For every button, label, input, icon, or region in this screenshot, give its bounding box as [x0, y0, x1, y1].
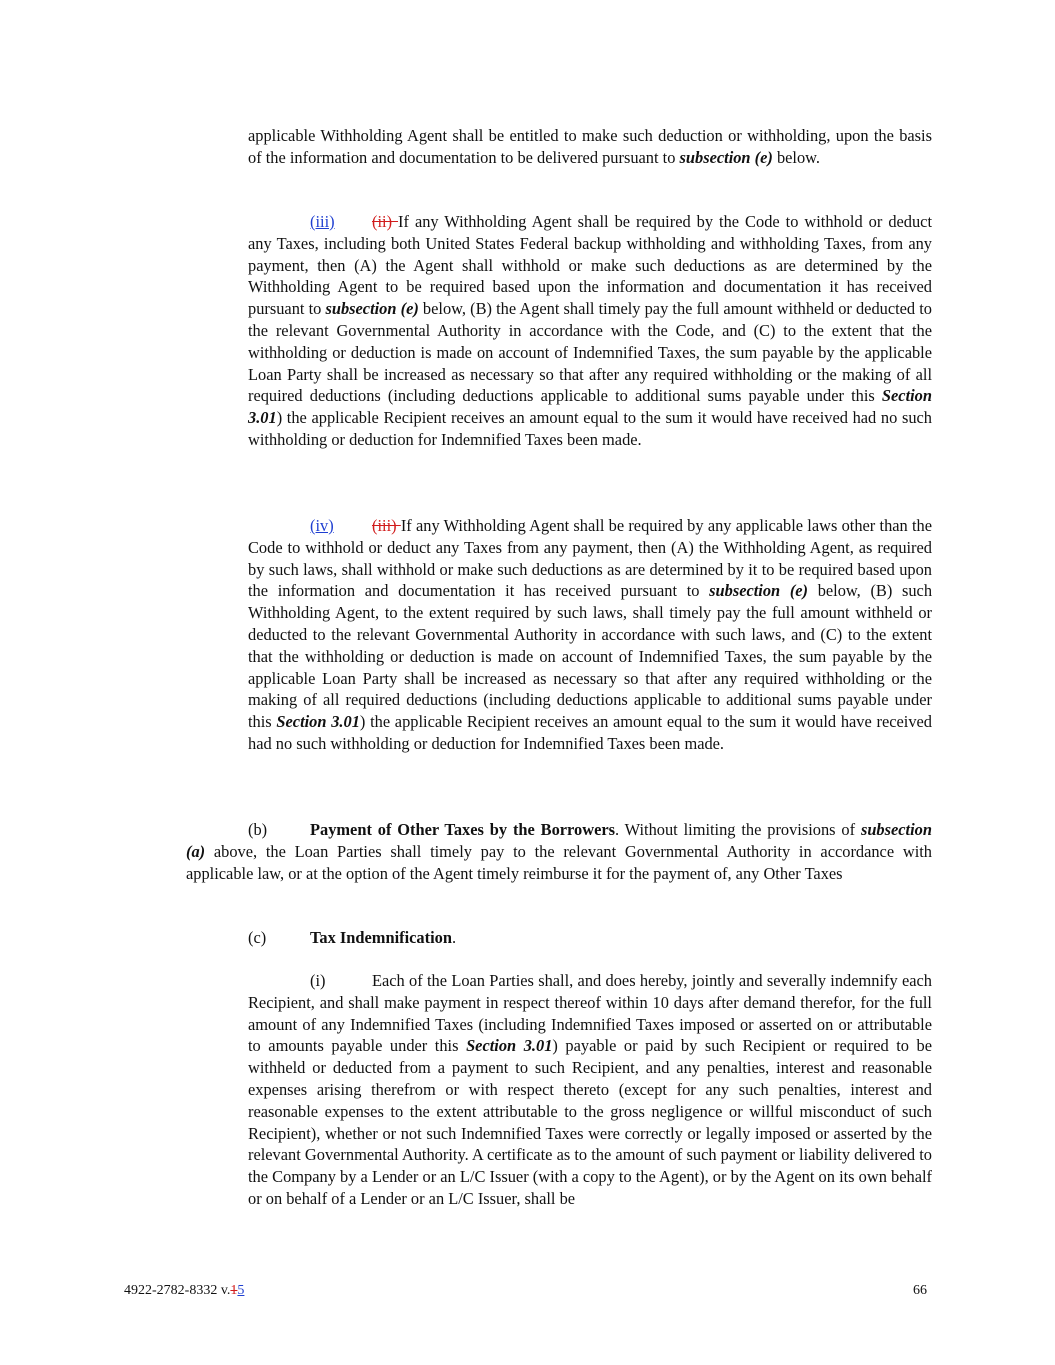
- document-id: [124, 1282, 244, 1300]
- inserted-version: 5: [237, 1283, 245, 1298]
- text: Each of the Loan Parties shall, and does hereby, jointly and severally indemnify each Recipient, and shall make payment in respect thereof within 10 days after demand therefor, for the full amount of any Indemnified Taxes (including Indemnified Taxes imposed or asserted on or attributable to amounts payable under this: [248, 971, 932, 1056]
- cross-reference: Section 3.01: [276, 712, 360, 732]
- text: . Without limiting the provisions of: [615, 820, 861, 839]
- paragraph-b: [186, 819, 932, 884]
- cross-reference: Section 3.01: [466, 1036, 553, 1056]
- paragraph-c: [186, 927, 932, 949]
- text: applicable Withholding Agent shall be entitled to make such deduction or withholding, upon the basis of the information and documentation to be delivered pursuant to: [248, 126, 932, 167]
- cross-reference: subsection (e): [679, 147, 773, 167]
- paragraph-iv: [248, 515, 932, 755]
- inserted-label: (iv): [310, 516, 334, 535]
- text: ) the applicable Recipient receives an amount equal to the sum it would have received had no such withholding or deduction for Indemnified Taxes been made.: [248, 408, 932, 449]
- deleted-label: (ii): [372, 212, 399, 231]
- cross-reference: subsection (e): [709, 581, 809, 601]
- deleted-label: (iii): [372, 516, 401, 535]
- paragraph-iii: [248, 211, 932, 451]
- paragraph-continuation: [248, 125, 932, 169]
- text: If any Withholding Agent shall be required by any applicable laws other than the Code to withhold or deduct any Taxes from any payment, then (A) the Withholding Agent, as required by such laws, shall withhold or make such deductions as are determined by it to be required based upon the information and documentation it has received pursuant to: [248, 516, 932, 601]
- clause-label: (b): [248, 820, 268, 839]
- text: .: [451, 928, 457, 947]
- section-heading: Payment of Other Taxes by the Borrowers: [310, 820, 615, 839]
- cross-reference: subsection (e): [325, 299, 419, 319]
- text: below, (B) such Withholding Agent, to the extent required by such laws, shall timely pay the full amount withheld or deducted to the relevant Governmental Authority in accordance with such laws, and (C) to the extent that the withholding or deduction is made on account of Indemnified Taxes, the sum payable by the applicable Loan Party shall be increased as necessary so that after any required withholding or the making of all required deductions (including deductions applicable to additional sums payable under this: [248, 581, 933, 732]
- section-heading: Tax Indemnification: [310, 928, 452, 947]
- clause-label: [310, 515, 372, 537]
- text: above, the Loan Parties shall timely pay to the relevant Governmental Authority in accordance with applicable law, or at the option of the Agent timely reimburse it for the payment of, any Other Taxes: [186, 841, 932, 883]
- page-number: 66: [913, 1283, 927, 1298]
- cross-reference: Section 3.01: [248, 386, 932, 428]
- clause-label: (c): [248, 928, 267, 947]
- clause-label: (i): [310, 971, 326, 990]
- paragraph-c-i: [248, 970, 932, 1210]
- text: below, (B) the Agent shall timely pay the full amount withheld or deducted to the relevant Governmental Authority in accordance with the Code, and (C) to the extent that the withholding or deduction is made on account of Indemnified Taxes, the sum payable by the applicable Loan Party shall be increased as necessary so that after any required withholding or the making of all required deductions (including deductions applicable to additional sums payable under this: [248, 299, 933, 406]
- text: below.: [772, 147, 821, 167]
- text: If any Withholding Agent shall be required by the Code to withhold or deduct any Taxes, including both United States Federal backup withholding and withholding Taxes, from any payment, then (A) the Agent shall withhold or make such deductions as are determined by the Withholding Agent to be required based upon the information and documentation it has received pursuant to: [248, 212, 933, 319]
- clause-label: [310, 211, 372, 233]
- deleted-version: 1: [230, 1283, 238, 1298]
- text: ) the applicable Recipient receives an amount equal to the sum it would have received had no such withholding or deduction for Indemnified Taxes been made.: [248, 712, 932, 753]
- cross-reference: subsection (a): [186, 820, 932, 861]
- doc-id-text: 4922-2782-8332 v.: [124, 1283, 231, 1298]
- inserted-label: (iii): [310, 212, 335, 231]
- text: ) payable or paid by such Recipient or required to be withheld or deducted from a payment to such Recipient, and any penalties, interest and reasonable expenses arising therefrom or with respect thereto (except for any such penalties, interest and reasonable expenses to the extent attributable to the gross negligence or willful misconduct of such Recipient), whether or not such Indemnified Taxes were correctly or legally imposed or asserted by the relevant Governmental Authority. A certificate as to the amount of such payment or liability delivered to the Company by a Lender or an L/C Issuer (with a copy to the Agent), or by the Agent on its own behalf or on behalf of a Lender or an L/C Issuer, shall be: [248, 1036, 932, 1208]
